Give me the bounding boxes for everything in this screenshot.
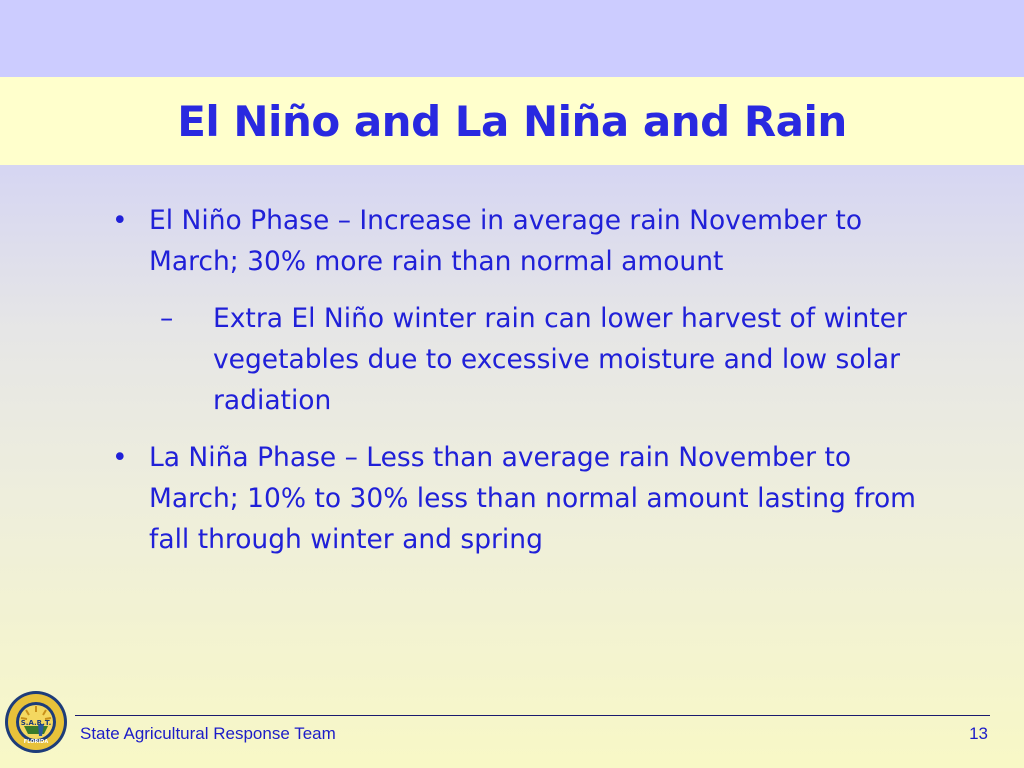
slide-body: [108, 200, 938, 576]
page-number: 13: [969, 724, 988, 743]
slide-title: El Niño and La Niña and Rain: [177, 96, 847, 146]
footer-organization: State Agricultural Response Team: [80, 724, 336, 743]
bullet-text: La Niña Phase – Less than average rain November to March; 10% to 30% less than normal amount lasting from fall through winter and spring: [149, 442, 916, 555]
bullet-text: El Niño Phase – Increase in average rain November to March; 30% more rain than normal amount: [149, 205, 863, 277]
title-band: [0, 77, 1024, 165]
sart-seal-icon: [4, 690, 68, 754]
sub-bullet-el-nino-harvest: [108, 298, 938, 421]
top-band: [0, 0, 1024, 77]
footer-divider: [75, 715, 990, 716]
logo-text-bottom: FLORIDA: [23, 739, 49, 745]
bullet-la-nina: [108, 437, 938, 560]
sub-bullet-text: Extra El Niño winter rain can lower harvest of winter vegetables due to excessive moisture and low solar radiation: [213, 303, 907, 416]
logo-text-top: S.A.R.T.: [20, 719, 52, 727]
bullet-el-nino: [108, 200, 938, 282]
bullet-marker: •: [112, 442, 128, 473]
bullet-marker: •: [112, 205, 128, 236]
sub-bullet-marker: –: [160, 303, 174, 334]
